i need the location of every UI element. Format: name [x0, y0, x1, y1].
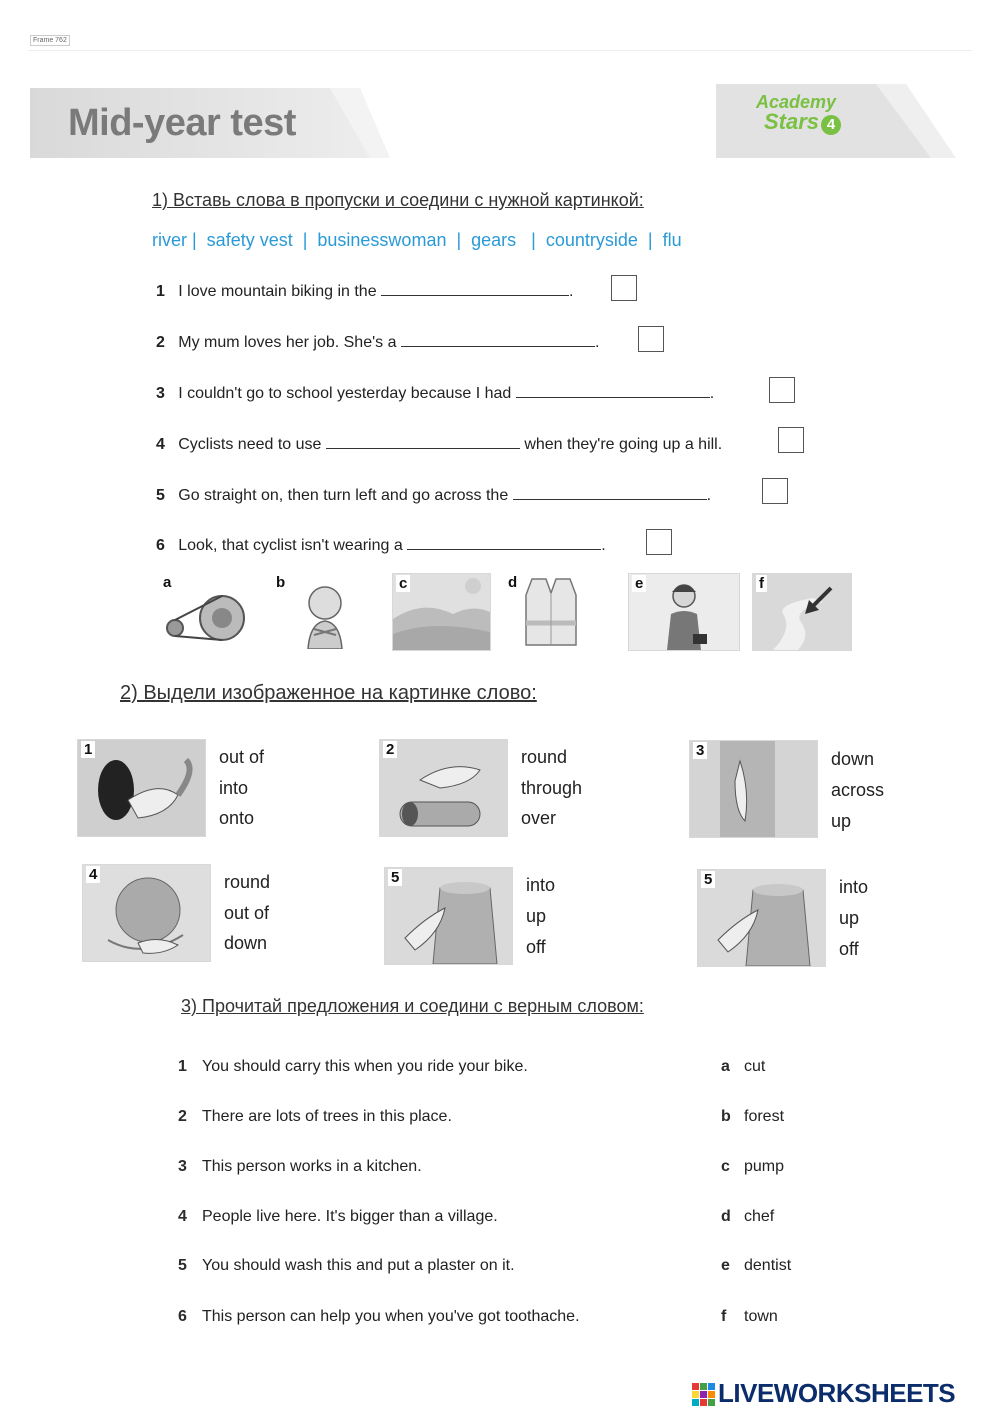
answer-letter: c: [721, 1158, 730, 1175]
question-text: My mum loves her job. She's a: [178, 334, 401, 351]
answer-blank[interactable]: [516, 383, 710, 398]
academy-stars-logo: [742, 92, 841, 135]
picture-3-squirrel-tree: [689, 740, 818, 838]
option-into[interactable]: into: [526, 875, 556, 895]
sentence-1: You should carry this when you ride your bike.: [202, 1058, 528, 1075]
picture-5-squirrel-stump: [384, 867, 513, 965]
logo-level: 4: [821, 115, 841, 135]
question-2: [156, 332, 599, 352]
answer-blank[interactable]: [407, 535, 601, 550]
section2-heading: 2) Выдели изображенное на картинке слово:: [120, 682, 537, 704]
question-text: I couldn't go to school yesterday because I had: [178, 385, 516, 402]
squirrel-round-bush-icon: [83, 865, 210, 961]
option-down[interactable]: down: [224, 933, 268, 953]
question-text-end: .: [569, 283, 574, 300]
sentence-3: This person works in a kitchen.: [202, 1158, 422, 1175]
sentence-number: 2: [178, 1108, 187, 1125]
section3-heading: 3) Прочитай предложения и соедини с верным словом:: [181, 996, 644, 1016]
logo-line2: Stars: [764, 109, 820, 134]
answer-dentist[interactable]: dentist: [744, 1257, 792, 1274]
answer-letter: d: [721, 1208, 731, 1225]
picture-2-squirrel-log: [379, 739, 508, 837]
picture-b-flu: [270, 573, 370, 649]
sentence-5: You should wash this and put a plaster on it.: [202, 1257, 515, 1274]
answer-letter: a: [721, 1058, 730, 1075]
picture-label: 5: [701, 871, 715, 888]
liveworksheets-logo-icon: [692, 1383, 716, 1407]
question-3: [156, 383, 714, 403]
option-into[interactable]: into: [839, 877, 869, 897]
option-up[interactable]: up: [839, 908, 860, 928]
sentence-number: 5: [178, 1257, 187, 1274]
liveworksheets-brand[interactable]: LIVEWORKSHEETS: [718, 1378, 956, 1408]
option-up[interactable]: up: [526, 906, 547, 926]
picture-label: 4: [86, 866, 100, 883]
sentence-number: 4: [178, 1208, 187, 1225]
question-number: 1: [156, 283, 165, 300]
option-over[interactable]: over: [521, 808, 557, 828]
option-round[interactable]: round: [224, 872, 271, 892]
picture-label: d: [505, 574, 520, 591]
option-across[interactable]: across: [831, 780, 885, 800]
question-number: 6: [156, 537, 165, 554]
question-text: Cyclists need to use: [178, 436, 326, 453]
question-1: [156, 281, 574, 301]
question-number: 4: [156, 436, 165, 453]
squirrel-over-log-icon: [380, 740, 507, 836]
sentence-number: 3: [178, 1158, 187, 1175]
squirrel-off-stump-icon: [698, 870, 825, 966]
question-4: [156, 434, 722, 454]
option-up[interactable]: up: [831, 811, 852, 831]
picture-label: e: [632, 575, 646, 592]
sentence-number: 1: [178, 1058, 187, 1075]
picture-label: a: [160, 574, 174, 591]
option-off[interactable]: off: [526, 937, 546, 957]
picture-label: 2: [383, 741, 397, 758]
match-box-5[interactable]: [762, 478, 788, 504]
match-box-1[interactable]: [611, 275, 637, 301]
question-text: Go straight on, then turn left and go across the: [178, 487, 513, 504]
picture-label: f: [756, 575, 767, 592]
answer-blank[interactable]: [381, 281, 569, 296]
page-title: Mid-year test: [68, 102, 296, 144]
answer-letter: f: [721, 1308, 727, 1325]
option-through[interactable]: through: [521, 778, 583, 798]
sentence-2: There are lots of trees in this place.: [202, 1108, 452, 1125]
picture-d-safety-vest: [502, 573, 600, 649]
question-text: I love mountain biking in the: [178, 283, 382, 300]
picture-c-countryside: [392, 573, 491, 651]
match-box-4[interactable]: [778, 427, 804, 453]
question-text-end: .: [601, 537, 606, 554]
question-number: 2: [156, 334, 165, 351]
answer-cut[interactable]: cut: [744, 1058, 766, 1075]
picture-4-squirrel-bush: [82, 864, 211, 962]
picture-e-businesswoman: [628, 573, 740, 651]
squirrel-into-hole-icon: [78, 740, 205, 836]
answer-letter: e: [721, 1257, 730, 1274]
picture-a-gears: [157, 573, 257, 649]
option-out-of[interactable]: out of: [224, 903, 270, 923]
question-number: 5: [156, 487, 165, 504]
sentence-4: People live here. It's bigger than a village.: [202, 1208, 498, 1225]
option-off[interactable]: off: [839, 939, 859, 959]
answer-blank[interactable]: [401, 332, 595, 347]
answer-blank[interactable]: [513, 485, 707, 500]
river-icon: [753, 574, 851, 650]
option-out-of[interactable]: out of: [219, 747, 265, 767]
logo-line1: Academy: [756, 92, 837, 112]
picture-label: b: [273, 574, 288, 591]
picture-label: 1: [81, 741, 95, 758]
picture-label: 3: [693, 742, 707, 759]
picture-label: 5: [388, 869, 402, 886]
question-text-end: .: [594, 334, 600, 351]
sentence-6: This person can help you when you've got toothache.: [202, 1308, 580, 1325]
answer-blank[interactable]: [326, 434, 520, 449]
answer-town[interactable]: town: [744, 1308, 778, 1325]
question-text-end: when they're going up a hill.: [519, 436, 723, 453]
answer-forest[interactable]: forest: [744, 1108, 785, 1125]
picture-1-squirrel-hole: [77, 739, 206, 837]
frame-label: Frame 762: [30, 35, 70, 46]
question-6: [156, 535, 606, 555]
picture-label: c: [396, 575, 410, 592]
match-box-3[interactable]: [769, 377, 795, 403]
option-round[interactable]: round: [521, 747, 568, 767]
word-bank: river | safety vest | businesswoman | gears | countryside | flu: [152, 230, 682, 250]
question-text: Look, that cyclist isn't wearing a: [178, 537, 408, 554]
picture-5b-squirrel-stump: [697, 869, 826, 967]
sentence-number: 6: [178, 1308, 187, 1325]
question-text-end: .: [706, 487, 712, 504]
answer-chef[interactable]: chef: [744, 1208, 775, 1225]
match-box-2[interactable]: [638, 326, 664, 352]
picture-f-river: [752, 573, 852, 651]
option-onto[interactable]: onto: [219, 808, 255, 828]
match-box-6[interactable]: [646, 529, 672, 555]
page-border: [28, 50, 972, 1391]
squirrel-down-tree-icon: [690, 741, 817, 837]
option-down[interactable]: down: [831, 749, 875, 769]
answer-pump[interactable]: pump: [744, 1158, 785, 1175]
section1-heading: 1) Вставь слова в пропуски и соедини с нужной картинкой:: [152, 190, 644, 210]
question-text-end: .: [709, 385, 715, 402]
question-number: 3: [156, 385, 165, 402]
option-into[interactable]: into: [219, 778, 249, 798]
answer-letter: b: [721, 1108, 731, 1125]
squirrel-off-stump-icon: [385, 868, 512, 964]
question-5: [156, 485, 711, 505]
